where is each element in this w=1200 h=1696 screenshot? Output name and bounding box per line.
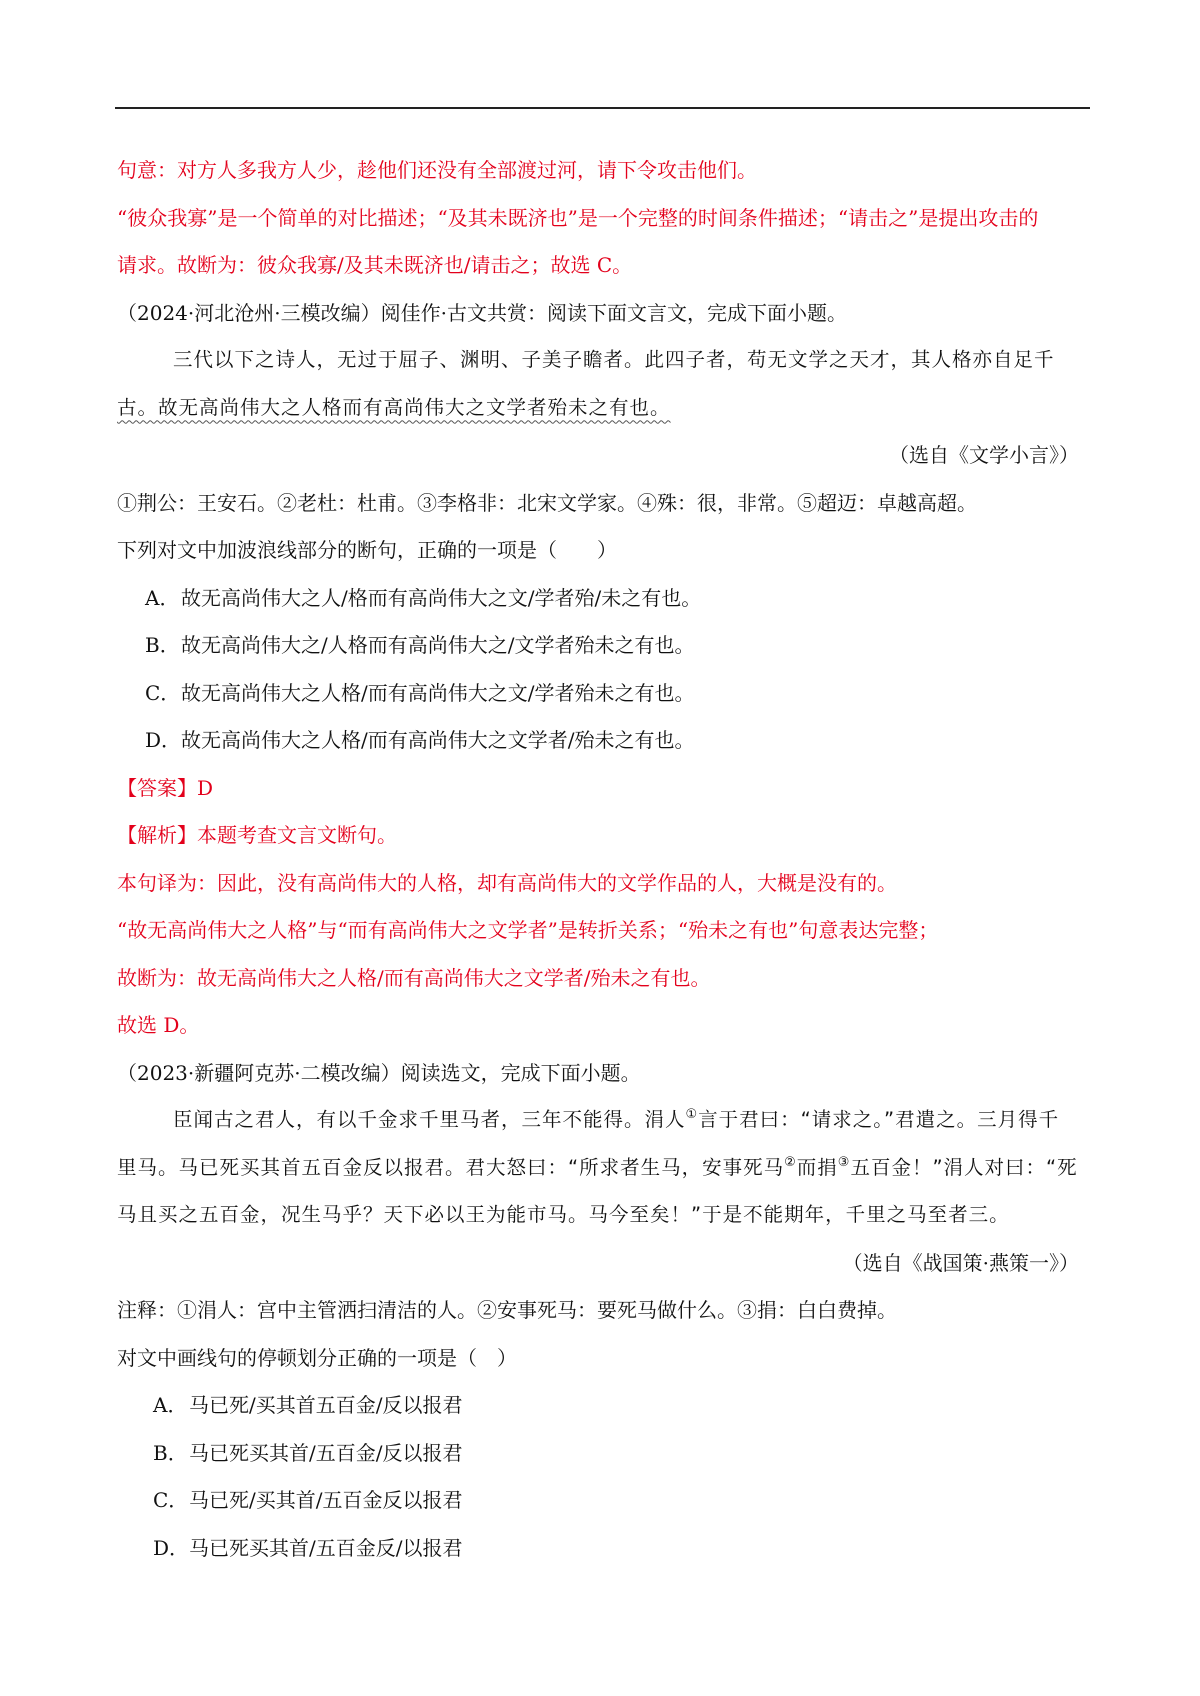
option-b[interactable] (117, 1433, 1087, 1481)
wavy-underlined-text: 古。故无高尚伟大之人格而有高尚伟大之文学者殆未之有也。 (117, 395, 671, 419)
option-letter: B． (145, 633, 180, 657)
footnote-mark: ① (685, 1107, 699, 1122)
explanation-line: “故无高尚伟大之人格”与“而有高尚伟大之文学者”是转折关系；“殆未之有也”句意表达完整； (117, 918, 939, 942)
passage-line: 马且买之五百金，况生马乎？天下必以王为能市马。马今至矣！”于是不能期年，千里之马至者三。 (117, 1203, 1010, 1226)
option-a[interactable] (117, 578, 1087, 626)
passage-line (117, 1148, 1087, 1196)
passage-text: 臣闻古之君人，有以千金求千里马者，三年不能得。涓人 (173, 1108, 686, 1131)
citation: （选自《战国策·燕策一》） (842, 1250, 1079, 1275)
passage-line (117, 388, 1087, 436)
option-text: 马已死买其首/五百金反/以报君 (189, 1535, 463, 1560)
option-letter: C． (153, 1488, 189, 1512)
option-text: 马已死买其首/五百金/反以报君 (189, 1440, 463, 1465)
explanation-line: “彼众我寡”是一个简单的对比描述；“及其未既济也”是一个完整的时间条件描述；“请击之”是提出攻击的 (117, 205, 1039, 230)
passage-line: 三代以下之诗人，无过于屈子、渊明、子美子瞻者。此四子者，苟无文学之天才，其人格亦自足千 (173, 348, 1055, 371)
answer: 【答案】D (117, 775, 214, 800)
analysis: 【解析】本题考查文言文断句。 (117, 823, 397, 847)
option-a[interactable] (117, 1385, 1087, 1433)
notes: ①荆公：王安石。②老杜：杜甫。③李格非：北宋文学家。④殊：很，非常。⑤超迈：卓越高超。 (117, 490, 977, 515)
option-letter: D． (153, 1535, 190, 1560)
citation: （选自《文学小言》） (889, 443, 1079, 467)
question-stem: 下列对文中加波浪线部分的断句，正确的一项是（ ） (117, 538, 617, 562)
option-letter: A． (145, 585, 180, 610)
translation-line: 句意：对方人多我方人少，趁他们还没有全部渡过河，请下令攻击他们。 (117, 158, 757, 182)
option-c[interactable] (117, 1480, 1087, 1528)
option-c[interactable] (117, 673, 1087, 721)
passage-text: 里马。马已死买其首五百金反以报君。君大怒曰：“所求者生马，安事死马 (117, 1155, 785, 1179)
explanation-line: 故选 D。 (117, 1013, 200, 1037)
notes: 注释：①涓人：宫中主管洒扫清洁的人。②安事死马：要死马做什么。③捐：白白费掉。 (117, 1298, 897, 1322)
header-rule (115, 107, 1090, 109)
question-source: （2023·新疆阿克苏·二模改编）阅读选文，完成下面小题。 (117, 1060, 641, 1085)
option-text: 故无高尚伟大之/人格而有高尚伟大之/文学者殆未之有也。 (181, 633, 695, 657)
footnote-mark: ③ (837, 1154, 851, 1170)
explanation-line: 本句译为：因此，没有高尚伟大的人格，却有高尚伟大的文学作品的人，大概是没有的。 (117, 870, 897, 895)
passage-text: 言于君曰：“请求之。”君遣之。三月得千 (698, 1108, 1060, 1131)
option-text: 马已死/买其首五百金/反以报君 (189, 1393, 463, 1417)
question-stem: 对文中画线句的停顿划分正确的一项是（ ） (117, 1345, 517, 1370)
option-text: 故无高尚伟大之人格/而有高尚伟大之文学者/殆未之有也。 (181, 728, 695, 752)
option-letter: D． (145, 728, 182, 752)
option-text: 马已死/买其首/五百金反以报君 (189, 1488, 463, 1512)
option-letter: A． (153, 1393, 188, 1417)
passage-line (117, 1100, 1087, 1148)
option-text: 故无高尚伟大之人格/而有高尚伟大之文/学者殆未之有也。 (181, 680, 695, 705)
option-letter: C． (145, 680, 181, 705)
option-text: 故无高尚伟大之人/格而有高尚伟大之文/学者殆/未之有也。 (181, 585, 702, 610)
explanation-line: 故断为：故无高尚伟大之人格/而有高尚伟大之文学者/殆未之有也。 (117, 965, 711, 990)
passage-text: 而捐 (796, 1155, 838, 1179)
question-source: （2024·河北沧州·三模改编）阅佳作·古文共赏：阅读下面文言文，完成下面小题。 (117, 300, 847, 325)
passage-text: 五百金！”涓人对曰：“死 (850, 1155, 1078, 1179)
conclusion-line: 请求。故断为：彼众我寡/及其未既济也/请击之；故选 C。 (117, 253, 633, 277)
option-b[interactable] (117, 625, 1087, 673)
option-letter: B． (153, 1440, 188, 1465)
option-d[interactable] (117, 720, 1087, 768)
footnote-mark: ② (784, 1154, 797, 1170)
option-d[interactable] (117, 1528, 1087, 1576)
document-body (117, 150, 1087, 1575)
